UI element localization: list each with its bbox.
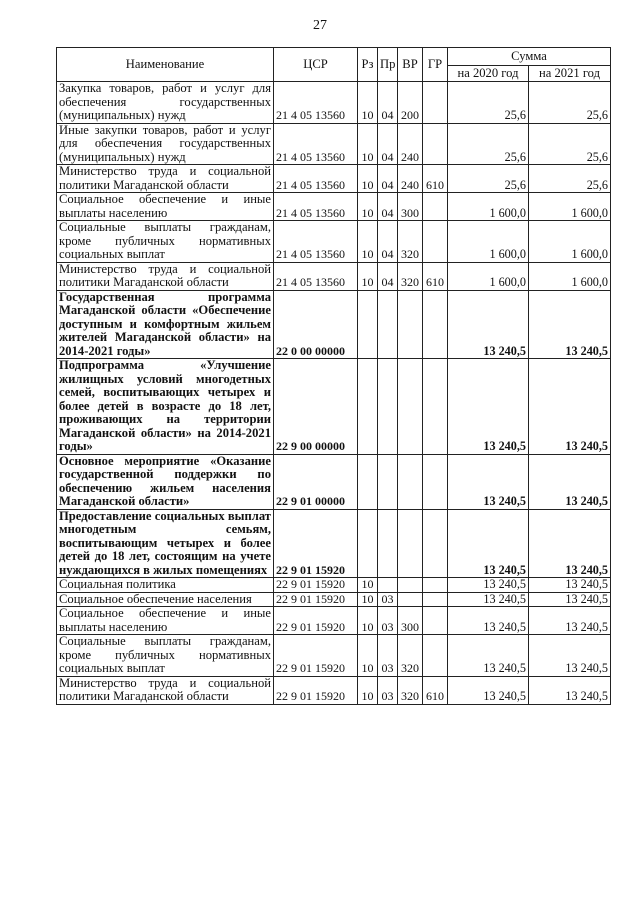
cell-name: Социальные выплаты гражданам, кроме публичных нормативных социальных выплат: [57, 221, 274, 263]
cell-csr: 21 4 05 13560: [274, 193, 358, 221]
table-row: [57, 123, 611, 165]
cell-s2020: 13 240,5: [448, 359, 529, 455]
cell-vr: [398, 359, 423, 455]
cell-gr: [423, 578, 448, 593]
table-row: [57, 454, 611, 509]
cell-s2021: 13 240,5: [529, 635, 611, 677]
cell-pr: 04: [378, 221, 398, 263]
cell-rz: 10: [358, 635, 378, 677]
cell-vr: 320: [398, 262, 423, 290]
cell-s2020: 13 240,5: [448, 676, 529, 704]
header-name: Наименование: [57, 48, 274, 82]
cell-name: Социальное обеспечение и иные выплаты населению: [57, 607, 274, 635]
cell-rz: 10: [358, 607, 378, 635]
cell-s2020: 13 240,5: [448, 454, 529, 509]
cell-rz: 10: [358, 193, 378, 221]
cell-s2021: 25,6: [529, 82, 611, 124]
cell-rz: 10: [358, 262, 378, 290]
cell-csr: 22 9 01 15920: [274, 509, 358, 578]
cell-gr: [423, 193, 448, 221]
cell-name: Социальные выплаты гражданам, кроме публичных нормативных социальных выплат: [57, 635, 274, 677]
table-row: [57, 290, 611, 359]
cell-vr: 320: [398, 676, 423, 704]
cell-name: Социальное обеспечение населения: [57, 592, 274, 607]
cell-pr: [378, 578, 398, 593]
cell-s2021: 13 240,5: [529, 578, 611, 593]
cell-s2020: 25,6: [448, 123, 529, 165]
cell-rz: [358, 290, 378, 359]
cell-csr: 21 4 05 13560: [274, 221, 358, 263]
cell-rz: 10: [358, 676, 378, 704]
cell-gr: [423, 454, 448, 509]
cell-csr: 22 9 01 15920: [274, 578, 358, 593]
table-row: [57, 578, 611, 593]
cell-pr: 04: [378, 193, 398, 221]
cell-csr: 22 9 01 15920: [274, 607, 358, 635]
header-pr: Пр: [378, 48, 398, 82]
cell-csr: 22 9 00 00000: [274, 359, 358, 455]
cell-csr: 21 4 05 13560: [274, 123, 358, 165]
cell-name: Министерство труда и социальной политики Магаданской области: [57, 676, 274, 704]
cell-rz: 10: [358, 165, 378, 193]
cell-vr: 300: [398, 193, 423, 221]
header-year-2020: на 2020 год: [448, 66, 529, 82]
cell-pr: [378, 454, 398, 509]
cell-pr: 04: [378, 82, 398, 124]
cell-vr: [398, 290, 423, 359]
cell-gr: [423, 290, 448, 359]
cell-s2020: 13 240,5: [448, 290, 529, 359]
cell-vr: 200: [398, 82, 423, 124]
cell-name: Основное мероприятие «Оказание государственной поддержки по обеспечению жильем населения Магаданской области»: [57, 454, 274, 509]
cell-name: Социальное обеспечение и иные выплаты населению: [57, 193, 274, 221]
cell-s2021: 25,6: [529, 165, 611, 193]
cell-s2021: 25,6: [529, 123, 611, 165]
cell-s2021: 13 240,5: [529, 509, 611, 578]
cell-pr: 03: [378, 592, 398, 607]
cell-s2021: 13 240,5: [529, 359, 611, 455]
cell-vr: [398, 454, 423, 509]
cell-name: Государственная программа Магаданской области «Обеспечение доступным и комфортным жильем жителей Магаданской области» на 2014-2021 годы»: [57, 290, 274, 359]
cell-s2020: 1 600,0: [448, 193, 529, 221]
cell-csr: 22 9 01 00000: [274, 454, 358, 509]
cell-gr: [423, 607, 448, 635]
cell-gr: 610: [423, 262, 448, 290]
cell-vr: 240: [398, 123, 423, 165]
header-sum: Сумма: [448, 48, 611, 66]
table-body: [57, 82, 611, 705]
cell-s2020: 1 600,0: [448, 221, 529, 263]
cell-gr: [423, 509, 448, 578]
cell-s2020: 25,6: [448, 82, 529, 124]
table-row: [57, 221, 611, 263]
cell-pr: 03: [378, 676, 398, 704]
cell-pr: [378, 359, 398, 455]
header-vr: ВР: [398, 48, 423, 82]
cell-pr: [378, 290, 398, 359]
cell-s2020: 13 240,5: [448, 509, 529, 578]
table-row: [57, 635, 611, 677]
cell-csr: 22 9 01 15920: [274, 592, 358, 607]
cell-name: Подпрограмма «Улучшение жилищных условий многодетных семей, воспитывающих четырех и более детей в возрасте до 18 лет, проживающих на территории Магаданской области» на 2014-2021 годы»: [57, 359, 274, 455]
cell-rz: [358, 359, 378, 455]
cell-rz: 10: [358, 123, 378, 165]
cell-csr: 21 4 05 13560: [274, 165, 358, 193]
cell-gr: [423, 635, 448, 677]
cell-rz: [358, 509, 378, 578]
cell-gr: [423, 359, 448, 455]
cell-csr: 21 4 05 13560: [274, 262, 358, 290]
cell-s2020: 13 240,5: [448, 635, 529, 677]
cell-csr: 22 9 01 15920: [274, 635, 358, 677]
cell-rz: 10: [358, 221, 378, 263]
cell-pr: 03: [378, 607, 398, 635]
table-row: [57, 359, 611, 455]
table-row: [57, 262, 611, 290]
cell-vr: [398, 578, 423, 593]
cell-name: Социальная политика: [57, 578, 274, 593]
cell-name: Иные закупки товаров, работ и услуг для обеспечения государственных (муниципальных) нужд: [57, 123, 274, 165]
page-number: 27: [313, 18, 327, 33]
cell-s2021: 13 240,5: [529, 454, 611, 509]
cell-gr: 610: [423, 165, 448, 193]
cell-vr: 320: [398, 221, 423, 263]
cell-gr: 610: [423, 676, 448, 704]
cell-name: Министерство труда и социальной политики Магаданской области: [57, 165, 274, 193]
table-row: [57, 607, 611, 635]
cell-s2021: 1 600,0: [529, 193, 611, 221]
cell-pr: [378, 509, 398, 578]
cell-s2021: 13 240,5: [529, 592, 611, 607]
cell-gr: [423, 592, 448, 607]
table-row: [57, 676, 611, 704]
cell-pr: 04: [378, 165, 398, 193]
cell-gr: [423, 123, 448, 165]
cell-pr: 03: [378, 635, 398, 677]
table-row: [57, 592, 611, 607]
cell-s2021: 13 240,5: [529, 607, 611, 635]
header-csr: ЦСР: [274, 48, 358, 82]
cell-s2021: 1 600,0: [529, 262, 611, 290]
cell-vr: 320: [398, 635, 423, 677]
cell-rz: 10: [358, 578, 378, 593]
cell-vr: 300: [398, 607, 423, 635]
cell-pr: 04: [378, 123, 398, 165]
cell-s2021: 1 600,0: [529, 221, 611, 263]
cell-gr: [423, 82, 448, 124]
cell-s2020: 13 240,5: [448, 607, 529, 635]
table-row: [57, 509, 611, 578]
cell-s2020: 13 240,5: [448, 592, 529, 607]
cell-rz: 10: [358, 592, 378, 607]
cell-gr: [423, 221, 448, 263]
cell-csr: 22 0 00 00000: [274, 290, 358, 359]
cell-vr: [398, 509, 423, 578]
cell-csr: 22 9 01 15920: [274, 676, 358, 704]
cell-vr: [398, 592, 423, 607]
budget-table: [56, 47, 611, 705]
cell-s2020: 25,6: [448, 165, 529, 193]
table-row: [57, 193, 611, 221]
cell-s2020: 1 600,0: [448, 262, 529, 290]
cell-pr: 04: [378, 262, 398, 290]
cell-name: Министерство труда и социальной политики Магаданской области: [57, 262, 274, 290]
header-rz: Рз: [358, 48, 378, 82]
cell-s2021: 13 240,5: [529, 676, 611, 704]
cell-rz: 10: [358, 82, 378, 124]
cell-name: Предоставление социальных выплат многодетным семьям, воспитывающим четырех и более детей до 18 лет, состоящим на учете нуждающихся в жилых помещениях: [57, 509, 274, 578]
table-header: [57, 48, 611, 82]
cell-s2020: 13 240,5: [448, 578, 529, 593]
cell-name: Закупка товаров, работ и услуг для обеспечения государственных (муниципальных) нужд: [57, 82, 274, 124]
cell-vr: 240: [398, 165, 423, 193]
header-gr: ГР: [423, 48, 448, 82]
header-year-2021: на 2021 год: [529, 66, 611, 82]
table-row: [57, 165, 611, 193]
cell-rz: [358, 454, 378, 509]
cell-csr: 21 4 05 13560: [274, 82, 358, 124]
cell-s2021: 13 240,5: [529, 290, 611, 359]
table-row: [57, 82, 611, 124]
